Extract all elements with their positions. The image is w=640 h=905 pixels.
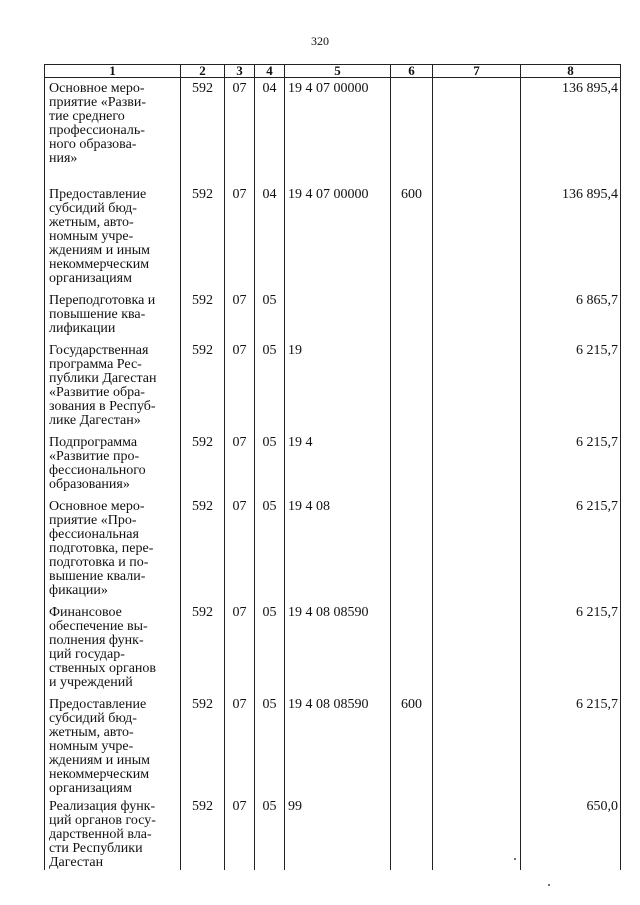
column-7-cell (433, 432, 521, 496)
item-name-line: ного образова- (49, 137, 137, 152)
column-7-cell (433, 340, 521, 432)
item-name-line: сти Республики (49, 840, 143, 856)
item-name-cell (45, 78, 181, 184)
subsection-code-cell: 05 (255, 694, 285, 796)
item-name-line: подготовка, пере- (49, 540, 154, 556)
item-name-line: полнения функ- (49, 632, 144, 648)
table-row (45, 184, 621, 290)
item-name-line: ственных органов (49, 660, 157, 676)
ministry-code-cell: 592 (181, 184, 225, 290)
target-article-cell: 19 4 (285, 432, 391, 496)
expense-type-cell (391, 432, 433, 496)
item-name-line: Основное меро- (49, 498, 145, 514)
table-row (45, 694, 621, 796)
column-7-cell (433, 694, 521, 796)
section-code-cell: 07 (225, 184, 255, 290)
amount-cell: 6 215,7 (521, 432, 621, 496)
column-7-cell (433, 796, 521, 870)
item-name-line: программа Рес- (49, 356, 142, 372)
column-header: 2 (181, 65, 225, 78)
item-name-line: некоммерческим (49, 766, 150, 782)
amount-cell: 136 895,4 (521, 78, 621, 184)
section-code-cell: 07 (225, 796, 255, 870)
column-header: 7 (433, 65, 521, 78)
amount-cell: 650,0 (521, 796, 621, 870)
expense-type-cell: 600 (391, 184, 433, 290)
expense-type-cell (391, 496, 433, 602)
item-name-line: Основное меро- (49, 81, 145, 96)
target-article-cell: 19 4 08 (285, 496, 391, 602)
item-name-line: ния» (49, 151, 78, 166)
amount-cell: 6 215,7 (521, 496, 621, 602)
item-name-line: подготовка и по- (49, 554, 149, 570)
table-row (45, 290, 621, 340)
item-name-line: субсидий бюд- (49, 710, 137, 726)
ministry-code-cell: 592 (181, 290, 225, 340)
item-name-cell (45, 290, 181, 340)
amount-cell: 6 215,7 (521, 340, 621, 432)
item-name-line: номным учре- (49, 738, 134, 754)
item-name-line: «Развитие про- (49, 448, 140, 464)
target-article-cell: 19 (285, 340, 391, 432)
item-name-line: и учреждений (49, 674, 133, 690)
item-name-line: Реализация функ- (49, 798, 156, 814)
item-name-line: Предоставление (49, 186, 147, 202)
item-name-cell (45, 496, 181, 602)
target-article-cell: 19 4 07 00000 (285, 78, 391, 184)
ministry-code-cell: 592 (181, 78, 225, 184)
ministry-code-cell: 592 (181, 694, 225, 796)
item-name-line: ждениям и иным (49, 242, 151, 258)
column-header: 6 (391, 65, 433, 78)
table-row (45, 602, 621, 694)
ministry-code-cell: 592 (181, 340, 225, 432)
item-name-line: дарственной вла- (49, 826, 152, 842)
item-name-line: лификации (49, 320, 116, 336)
expense-type-cell (391, 602, 433, 694)
amount-cell: 136 895,4 (521, 184, 621, 290)
column-7-cell (433, 184, 521, 290)
column-header: 3 (225, 65, 255, 78)
item-name-line: номным учре- (49, 228, 134, 244)
item-name-line: некоммерческим (49, 256, 150, 272)
column-7-cell (433, 290, 521, 340)
target-article-cell: 99 (285, 796, 391, 870)
item-name-line: организациям (49, 270, 132, 286)
header-row (45, 65, 621, 78)
item-name-line: лике Дагестан» (49, 412, 141, 428)
item-name-line: организациям (49, 780, 132, 796)
item-name-line: профессиональ- (49, 123, 145, 138)
item-name-line: фессионального (49, 462, 146, 478)
item-name-line: Подпрограмма (49, 434, 138, 450)
subsection-code-cell: 05 (255, 602, 285, 694)
item-name-cell (45, 796, 181, 870)
column-7-cell (433, 602, 521, 694)
subsection-code-cell: 05 (255, 496, 285, 602)
item-name-line: обеспечение вы- (49, 618, 148, 634)
item-name-line: Предоставление (49, 696, 147, 712)
expense-type-cell: 600 (391, 694, 433, 796)
section-code-cell: 07 (225, 694, 255, 796)
item-name-line: субсидий бюд- (49, 200, 137, 216)
subsection-code-cell: 05 (255, 290, 285, 340)
item-name-line: Государственная (49, 342, 149, 358)
item-name-line: жетным, авто- (49, 214, 134, 230)
ministry-code-cell: 592 (181, 796, 225, 870)
table-row (45, 496, 621, 602)
amount-cell: 6 215,7 (521, 694, 621, 796)
scan-speck (514, 858, 516, 860)
subsection-code-cell: 05 (255, 796, 285, 870)
item-name-line: ждениям и иным (49, 752, 151, 768)
section-code-cell: 07 (225, 602, 255, 694)
item-name-line: «Развитие обра- (49, 384, 145, 400)
table-row (45, 432, 621, 496)
section-code-cell: 07 (225, 432, 255, 496)
subsection-code-cell: 04 (255, 184, 285, 290)
column-header: 8 (521, 65, 621, 78)
item-name-line: публики Дагестан (49, 370, 157, 386)
item-name-line: зования в Респуб- (49, 398, 156, 414)
item-name-line: Дагестан (49, 854, 104, 870)
budget-table (44, 64, 621, 870)
ministry-code-cell: 592 (181, 602, 225, 694)
item-name-line: вышение квали- (49, 568, 146, 584)
page-number: 320 (311, 34, 329, 48)
item-name-line: Переподготовка и (49, 292, 156, 308)
ministry-code-cell: 592 (181, 432, 225, 496)
section-code-cell: 07 (225, 290, 255, 340)
subsection-code-cell: 05 (255, 340, 285, 432)
item-name-cell (45, 694, 181, 796)
column-header: 4 (255, 65, 285, 78)
item-name-line: ций органов госу- (49, 812, 156, 828)
expense-type-cell (391, 340, 433, 432)
item-name-line: приятие «Про- (49, 512, 137, 528)
column-7-cell (433, 78, 521, 184)
expense-type-cell (391, 78, 433, 184)
section-code-cell: 07 (225, 496, 255, 602)
item-name-line: образования» (49, 476, 130, 492)
target-article-cell: 19 4 08 08590 (285, 694, 391, 796)
subsection-code-cell: 04 (255, 78, 285, 184)
item-name-cell (45, 602, 181, 694)
section-code-cell: 07 (225, 78, 255, 184)
item-name-line: приятие «Разви- (49, 95, 147, 110)
section-code-cell: 07 (225, 340, 255, 432)
column-header: 5 (285, 65, 391, 78)
ministry-code-cell: 592 (181, 496, 225, 602)
column-header: 1 (45, 65, 181, 78)
item-name-line: тие среднего (49, 109, 125, 124)
expense-type-cell (391, 290, 433, 340)
item-name-line: фессиональная (49, 526, 139, 542)
item-name-line: фикации» (49, 582, 108, 598)
table-row (45, 78, 621, 184)
target-article-cell: 19 4 07 00000 (285, 184, 391, 290)
expense-type-cell (391, 796, 433, 870)
target-article-cell: 19 4 08 08590 (285, 602, 391, 694)
item-name-line: повышение ква- (49, 306, 146, 322)
table-row (45, 796, 621, 870)
table-body (45, 78, 621, 870)
amount-cell: 6 865,7 (521, 290, 621, 340)
item-name-cell (45, 184, 181, 290)
scan-speck (548, 884, 550, 886)
item-name-line: Финансовое (49, 604, 122, 620)
column-7-cell (433, 496, 521, 602)
table-row (45, 340, 621, 432)
item-name-line: ций государ- (49, 646, 125, 662)
item-name-line: жетным, авто- (49, 724, 134, 740)
amount-cell: 6 215,7 (521, 602, 621, 694)
item-name-cell (45, 432, 181, 496)
subsection-code-cell: 05 (255, 432, 285, 496)
item-name-cell (45, 340, 181, 432)
target-article-cell (285, 290, 391, 340)
